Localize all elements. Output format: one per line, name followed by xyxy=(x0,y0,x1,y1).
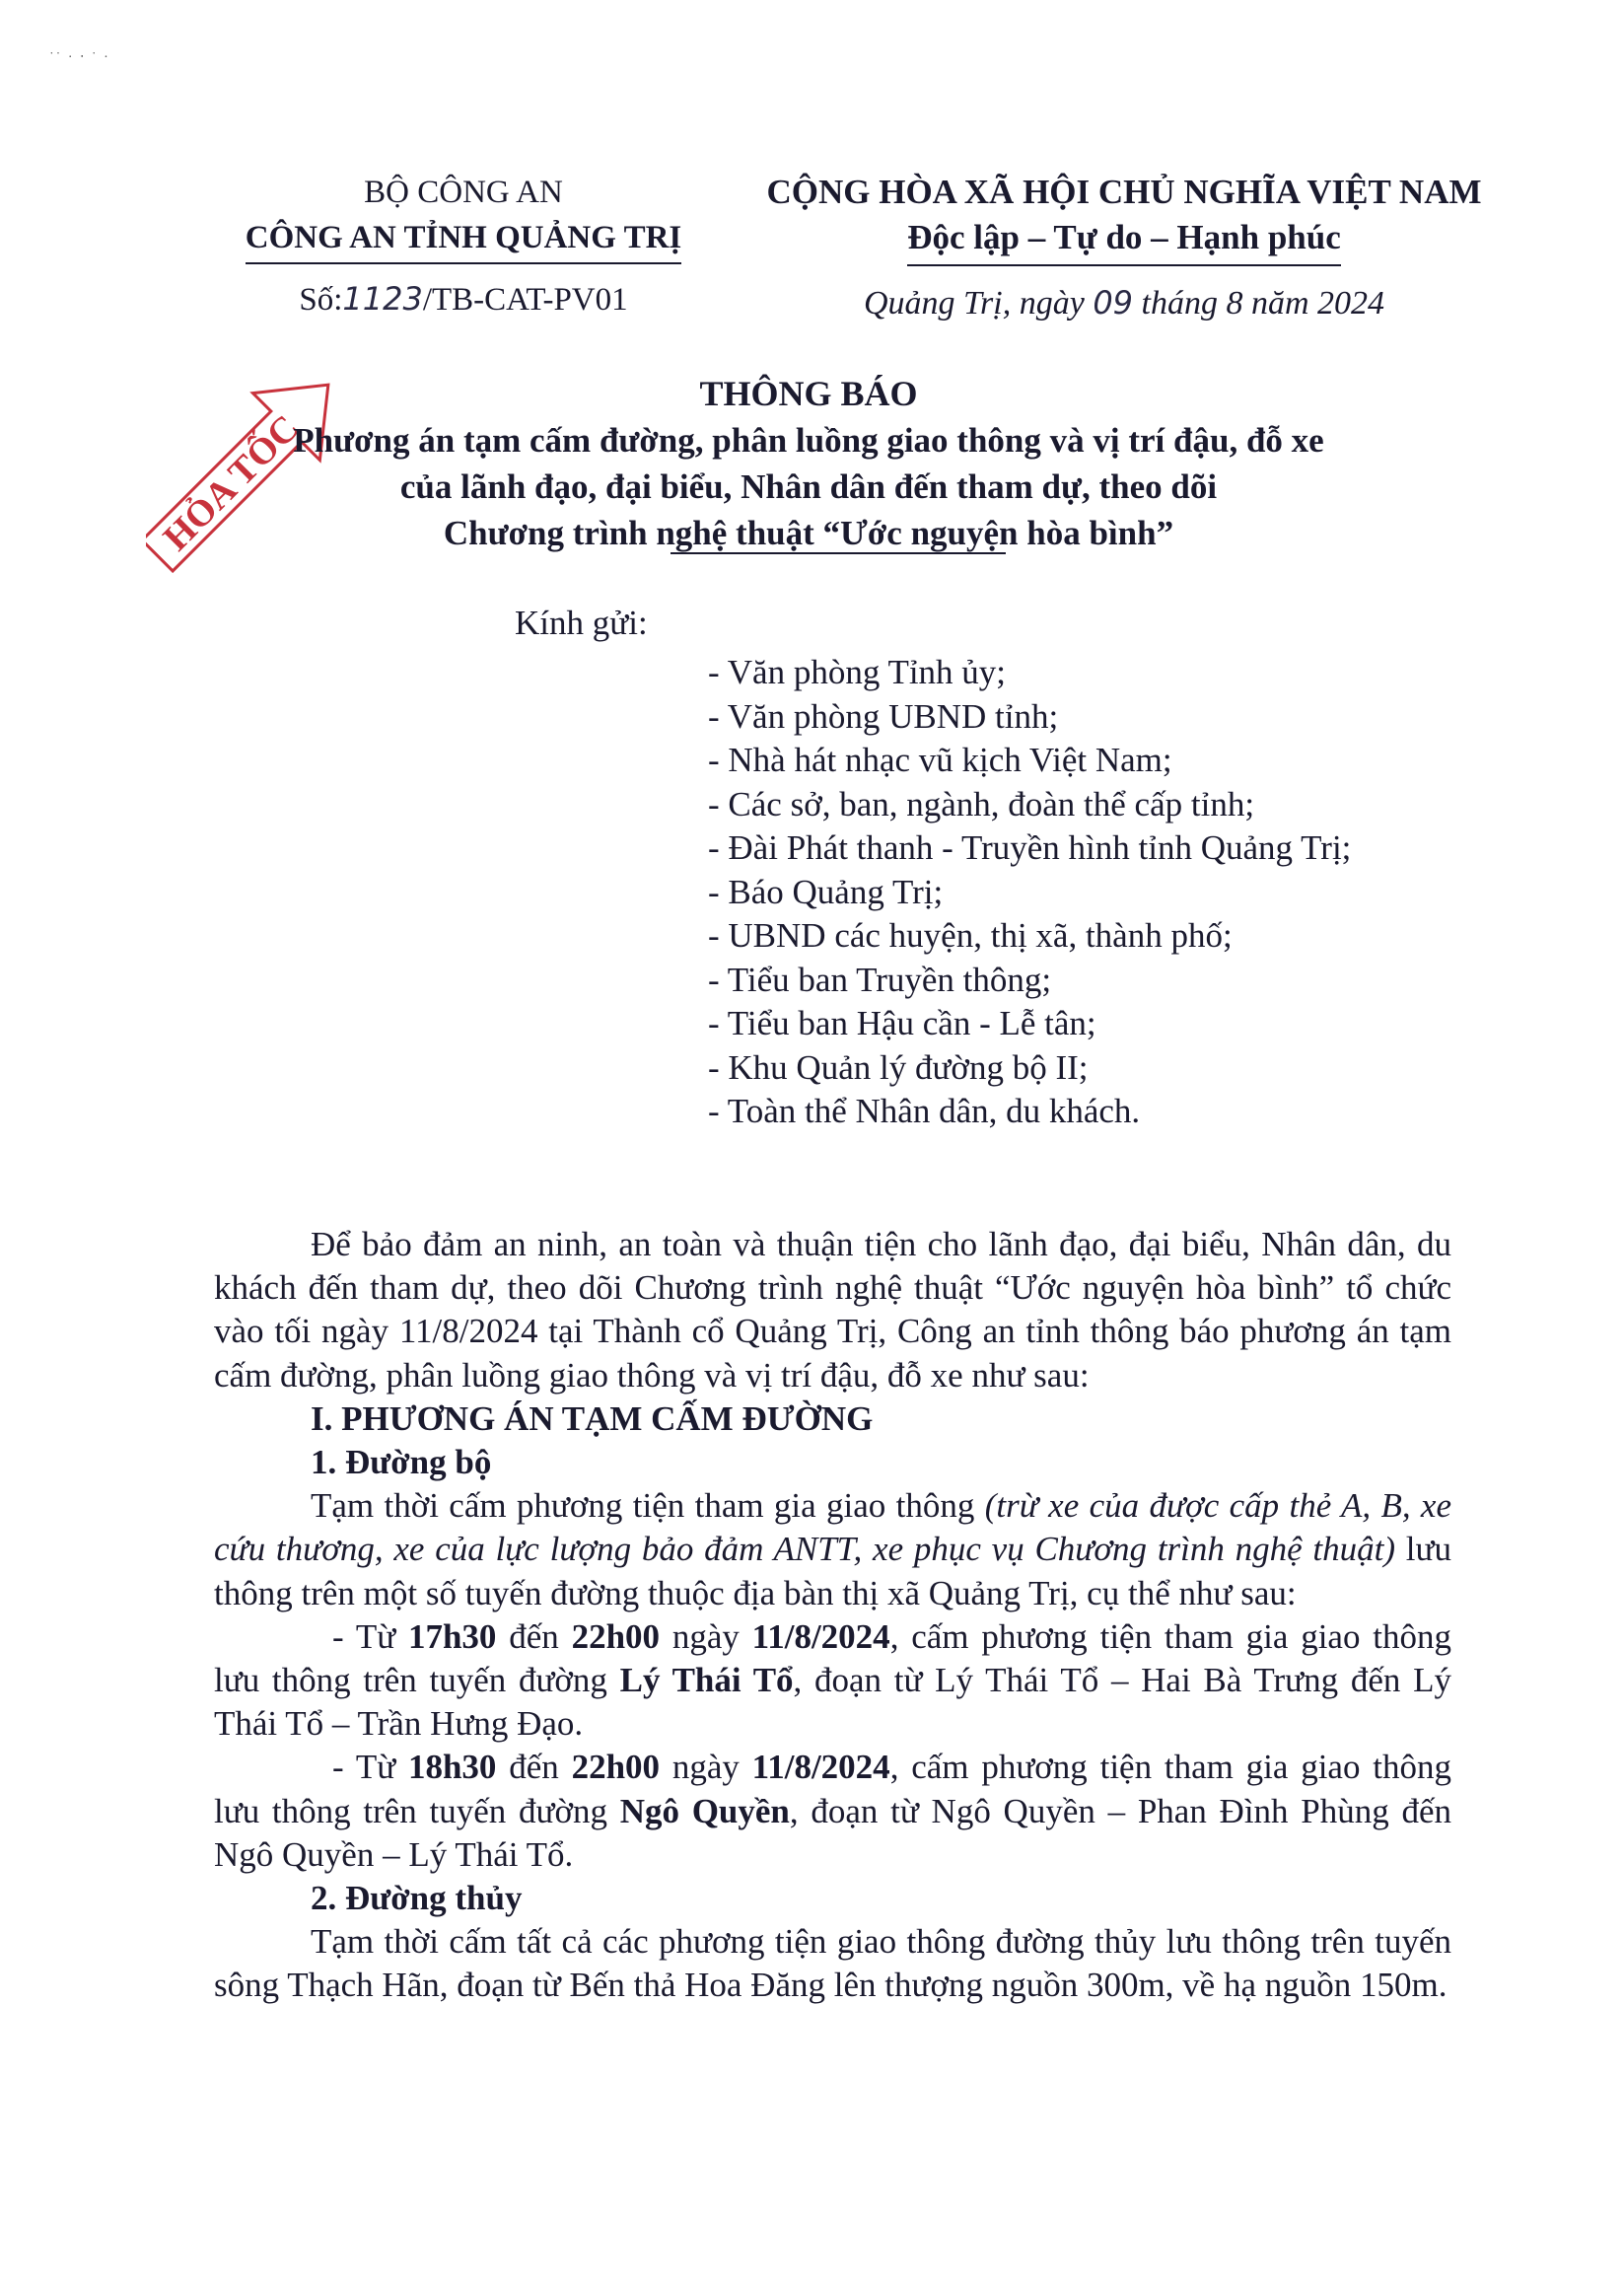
road-paragraph: Tạm thời cấm phương tiện tham gia giao thông (trừ xe của được cấp thẻ A, B, xe cứu thương, xe của lực lượng bảo đảm ANTT, xe phục vụ Chương trình nghệ thuật) lưu thông trên một số tuyến đường thuộc địa bàn thị xã Quảng Trị, cụ thể như sau: xyxy=(214,1486,1451,1612)
recipient-item: - Nhà hát nhạc vũ kịch Việt Nam; xyxy=(708,741,1172,779)
issue-date: Quảng Trị, ngày 09 tháng 8 năm 2024 xyxy=(863,284,1385,322)
waterway-paragraph: Tạm thời cấm tất cả các phương tiện giao thông đường thủy lưu thông trên tuyến sông Thạch Hãn, đoạn từ Bến thả Hoa Đăng lên thượng nguồn 300m, về hạ nguồn 150m. xyxy=(214,1922,1451,2005)
recipient-item: - Văn phòng UBND tỉnh; xyxy=(708,696,1059,736)
section-heading: I. PHƯƠNG ÁN TẠM CẤM ĐƯỜNG xyxy=(311,1398,874,1438)
recipient-item: - Văn phòng Tỉnh ủy; xyxy=(708,653,1007,691)
closure-item-1: - Từ 17h30 đến 22h00 ngày 11/8/2024, cấm phương tiện tham gia giao thông lưu thông trên tuyến đường Lý Thái Tổ, đoạn từ Lý Thái Tổ – Hai Bà Trưng đến Lý Thái Tổ – Trần Hưng Đạo. xyxy=(214,1616,1451,1744)
title-line-3: Chương trình nghệ thuật “Ước nguyện hòa bình” xyxy=(443,514,1174,552)
recipient-item: - Đài Phát thanh - Truyền hình tỉnh Quảng Trị; xyxy=(708,828,1352,867)
stamp-text: HỎA TỐC xyxy=(155,406,308,559)
title-line-2: của lãnh đạo, đại biểu, Nhân dân đến tham dự, theo dõi xyxy=(399,467,1218,506)
issuer-block xyxy=(207,170,720,322)
agency-parent: BỘ CÔNG AN xyxy=(364,175,563,210)
document-number: Số:1123/TB-CAT-PV01 xyxy=(299,280,628,318)
closure-item-2: - Từ 18h30 đến 22h00 ngày 11/8/2024, cấm phương tiện tham gia giao thông lưu thông trên tuyến đường Ngô Quyền, đoạn từ Ngô Quyền – Phan Đình Phùng đến Ngô Quyền – Lý Thái Tổ. xyxy=(214,1748,1451,1874)
title-underline xyxy=(671,552,1006,554)
recipient-item: - Tiểu ban Hậu cần - Lễ tân; xyxy=(708,1004,1096,1042)
recipients-label: Kính gửi: xyxy=(515,604,648,642)
recipients-list xyxy=(708,651,1351,1134)
nation-name: CỘNG HÒA XÃ HỘI CHỦ NGHĨA VIỆT NAM xyxy=(766,173,1482,211)
title-line-1: Phương án tạm cấm đường, phân luồng giao thông và vị trí đậu, đỗ xe xyxy=(293,421,1324,460)
recipient-item: - Các sở, ban, ngành, đoàn thể cấp tỉnh; xyxy=(708,784,1255,823)
recipient-item: - Khu Quản lý đường bộ II; xyxy=(708,1047,1089,1087)
national-header xyxy=(759,170,1489,326)
document-type: THÔNG BÁO xyxy=(699,374,918,413)
recipient-item: - Báo Quảng Trị; xyxy=(708,872,944,911)
document-body xyxy=(214,1223,1451,2008)
subsection-waterway: 2. Đường thủy xyxy=(311,1879,523,1918)
handwritten-day: 09 xyxy=(1093,284,1134,322)
scan-specks: ˙˙ · ‧ ˙ · xyxy=(49,50,110,65)
national-motto: Độc lập – Tự do – Hạnh phúc xyxy=(907,215,1341,266)
agency-name: CÔNG AN TỈNH QUẢNG TRỊ xyxy=(246,215,682,264)
intro-paragraph: Để bảo đảm an ninh, an toàn và thuận tiện cho lãnh đạo, đại biểu, Nhân dân, du khách đến tham dự, theo dõi Chương trình nghệ thuật “Ước nguyện hòa bình” tổ chức vào tối ngày 11/8/2024 tại Thành cổ Quảng Trị, Công an tỉnh thông báo phương án tạm cấm đường, phân luồng giao thông và vị trí đậu, đỗ xe như sau: xyxy=(214,1225,1451,1395)
recipient-item: - UBND các huyện, thị xã, thành phố; xyxy=(708,916,1233,955)
document-title-block xyxy=(227,371,1390,556)
subsection-road: 1. Đường bộ xyxy=(311,1443,492,1482)
handwritten-number: 1123 xyxy=(342,280,423,318)
recipient-item: - Toàn thể Nhân dân, du khách. xyxy=(708,1092,1141,1130)
recipient-item: - Tiểu ban Truyền thông; xyxy=(708,960,1052,999)
